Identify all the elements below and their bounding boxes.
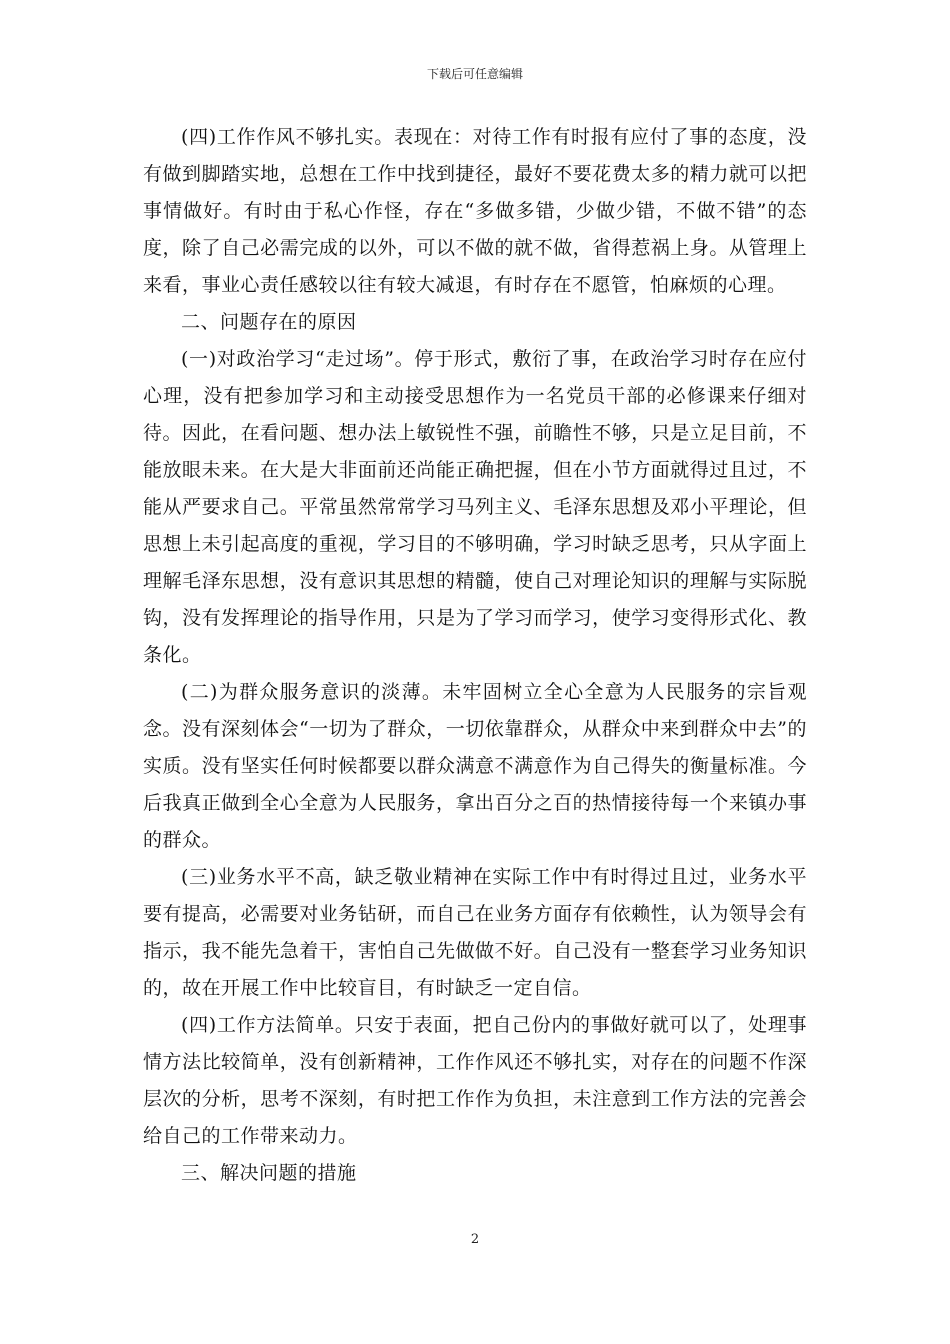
paragraph-work-style: (四)工作作风不够扎实。表现在：对待工作有时报有应付了事的态度，没有做到脚踏实地，总想在工作中找到捷径，最好不要花费太多的精力就可以把事情做好。有时由于私心作怪，存在“多做多错，少做少错，不做不错”的态度，除了自己必需完成的以外，可以不做的就不做，省得惹祸上身。从管理上来看，事业心责任感较以往有较大减退，有时存在不愿管，怕麻烦的心理。	[143, 126, 807, 296]
document-body	[143, 119, 807, 1192]
page-number: 2	[470, 1232, 480, 1247]
paragraph-political-study: (一)对政治学习“走过场”。停于形式，敷衍了事，在政治学习时存在应付心理，没有把参加学习和主动接受思想作为一名党员干部的必修课来仔细对待。因此，在看问题、想办法上敏锐性不强，前瞻性不够，只是立足目前，不能放眼未来。在大是大非面前还尚能正确把握，但在小节方面就得过且过，不能从严要求自己。平常虽然常常学习马列主义、毛泽东思想及邓小平理论，但思想上未引起高度的重视，学习目的不够明确，学习时缺乏思考，只从字面上理解毛泽东思想，没有意识其思想的精髓，使自己对理论知识的理解与实际脱钩，没有发挥理论的指导作用，只是为了学习而学习，使学习变得形式化、教条化。	[143, 348, 807, 666]
paragraph-business-level: (三)业务水平不高，缺乏敬业精神在实际工作中有时得过且过，业务水平要有提高，必需要对业务钻研，而自己在业务方面存有依赖性，认为领导会有指示，我不能先急着干，害怕自己先做做不好。自己没有一整套学习业务知识的，故在开展工作中比较盲目，有时缺乏一定自信。	[143, 866, 807, 999]
paragraph-work-method: (四)工作方法简单。只安于表面，把自己份内的事做好就可以了，处理事情方法比较简单，没有创新精神，工作作风还不够扎实，对存在的问题不作深层次的分析，思考不深刻，有时把工作作为负担，未注意到工作方法的完善会给自己的工作带来动力。	[143, 1014, 807, 1147]
page-header: 下载后可任意编辑	[426, 67, 523, 81]
section-heading-causes: 二、问题存在的原因	[181, 311, 357, 333]
paragraph-service-awareness: (二)为群众服务意识的淡薄。未牢固树立全心全意为人民服务的宗旨观念。没有深刻体会“一切为了群众，一切依靠群众，从群众中来到群众中去”的实质。没有坚实任何时候都要以群众满意不满意作为自己得失的衡量标准。今后我真正做到全心全意为人民服务，拿出百分之百的热情接待每一个来镇办事的群众。	[143, 681, 807, 851]
section-heading-measures: 三、解决问题的措施	[181, 1162, 357, 1184]
